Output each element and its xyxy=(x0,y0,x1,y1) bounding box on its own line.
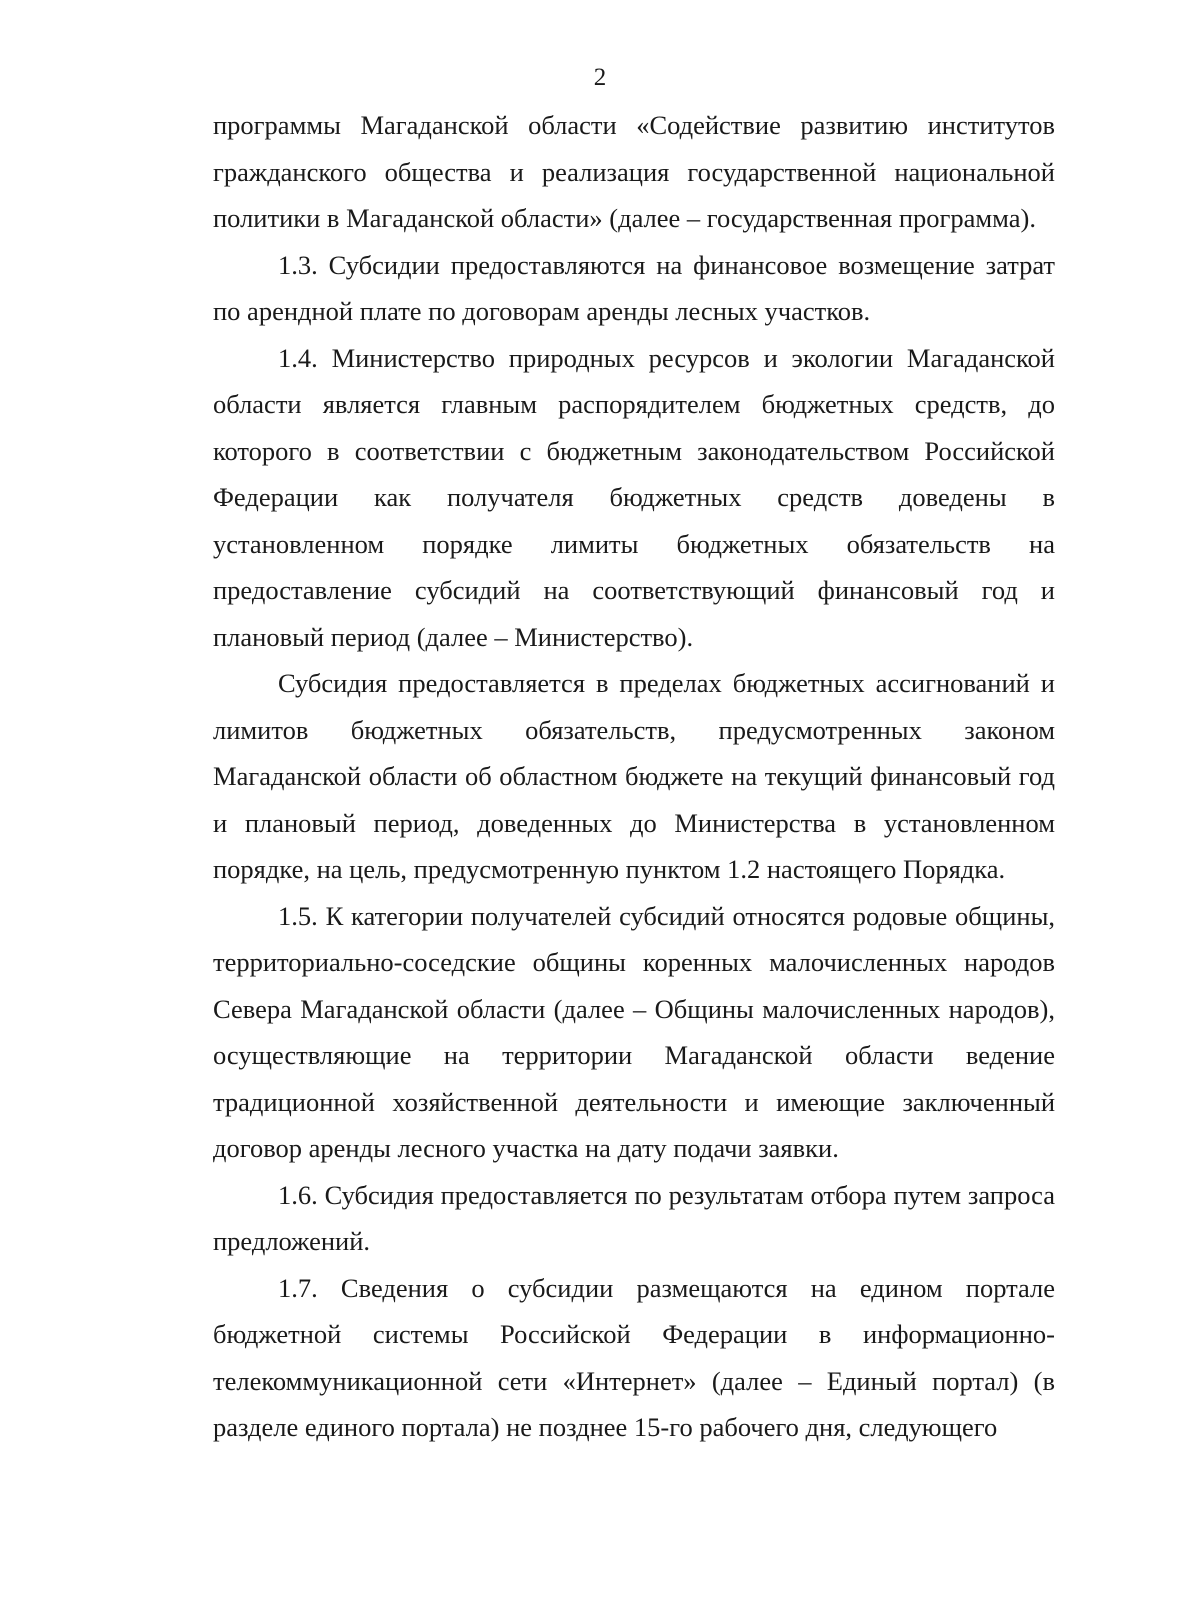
document-body xyxy=(213,102,1055,1451)
paragraph-1-4: 1.4. Министерство природных ресурсов и экологии Магаданской области является главным распорядителем бюджетных средств, до которого в соответствии с бюджетным законодательством Российской Федерации как получателя бюджетных средств доведены в установленном порядке лимиты бюджетных обязательств на предоставление субсидий на соответствующий финансовый год и плановый период (далее – Министерство). xyxy=(213,342,1055,652)
paragraph-1-3: 1.3. Субсидии предоставляются на финансовое возмещение затрат по арендной плате по договорам аренды лесных участков. xyxy=(213,249,1055,326)
paragraph-1-5: 1.5. К категории получателей субсидий относятся родовые общины, территориально-соседские общины коренных малочисленных народов Севера Магаданской области (далее – Общины малочисленных народов), осуществляющие на территории Магаданской области ведение традиционной хозяйственной деятельности и имеющие заключенный договор аренды лесного участка на дату подачи заявки. xyxy=(213,900,1055,1163)
paragraph-1-7: 1.7. Сведения о субсидии размещаются на едином портале бюджетной системы Российской Федерации в информационно-телекоммуникационной сети «Интернет» (далее – Единый портал) (в разделе единого портала) не позднее 15-го рабочего дня, следующего xyxy=(213,1272,1055,1442)
paragraph-continuation: программы Магаданской области «Содействие развитию институтов гражданского общества и реализация государственной национальной политики в Магаданской области» (далее – государственная программа). xyxy=(213,110,1055,233)
paragraph-subsidy-limits: Субсидия предоставляется в пределах бюджетных ассигнований и лимитов бюджетных обязательств, предусмотренных законом Магаданской области об областном бюджете на текущий финансовый год и плановый период, доведенных до Министерства в установленном порядке, на цель, предусмотренную пунктом 1.2 настоящего Порядка. xyxy=(213,668,1055,884)
page-number: 2 xyxy=(593,64,607,91)
paragraph-1-6: 1.6. Субсидия предоставляется по результатам отбора путем запроса предложений. xyxy=(213,1179,1055,1256)
